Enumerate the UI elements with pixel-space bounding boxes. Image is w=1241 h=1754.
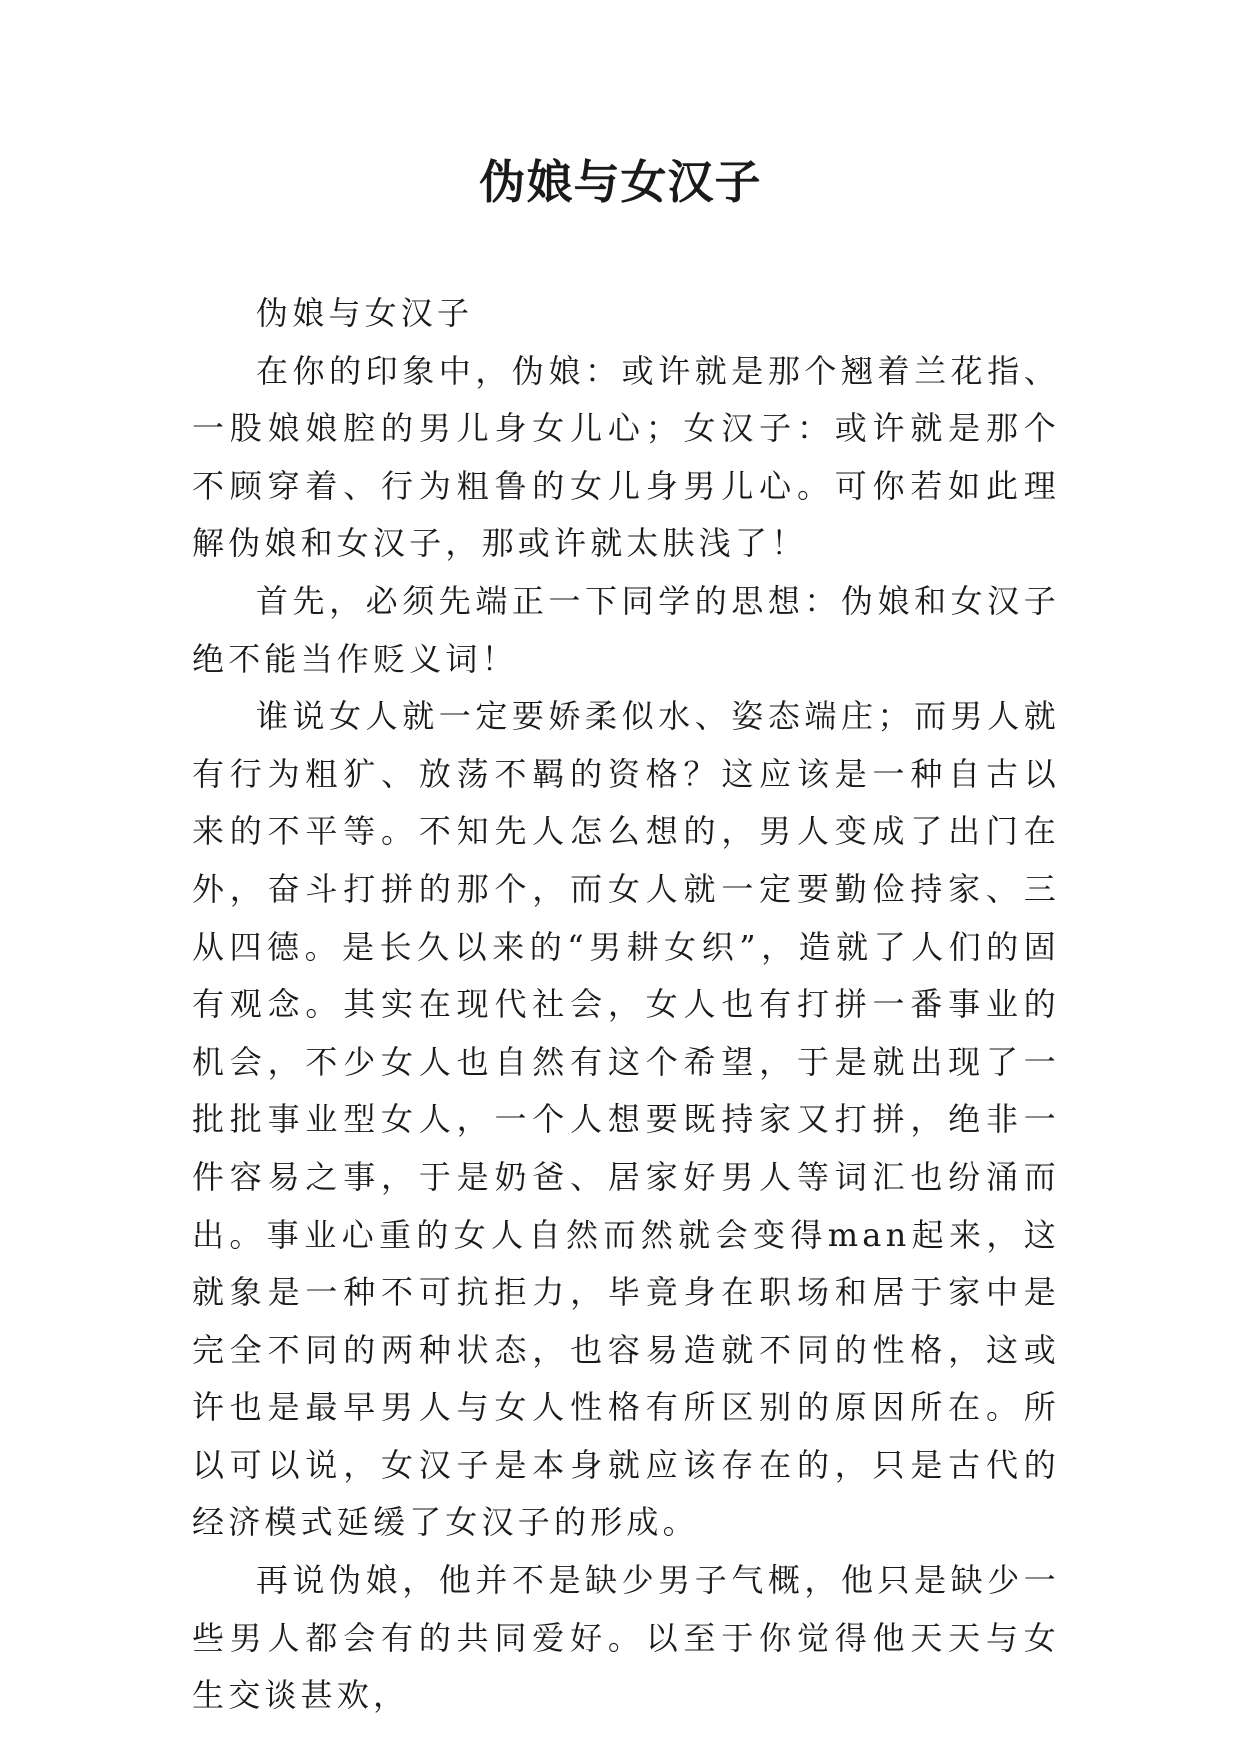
document-body [192, 285, 1060, 1725]
paragraph: 首先，必须先端正一下同学的思想：伪娘和女汉子绝不能当作贬义词！ [192, 581, 1060, 678]
paragraph: 再说伪娘，他并不是缺少男子气概，他只是缺少一些男人都会有的共同爱好。以至于你觉得他天天与女生交谈甚欢， [192, 1561, 1060, 1715]
document-title: 伪娘与女汉子 [479, 155, 762, 209]
paragraph-subtitle: 伪娘与女汉子 [256, 294, 474, 332]
paragraph: 谁说女人就一定要娇柔似水、姿态端庄；而男人就有行为粗犷、放荡不羁的资格？这应该是一种自古以来的不平等。不知先人怎么想的，男人变成了出门在外，奋斗打拼的那个，而女人就一定要勤俭持家、三从四德。是长久以来的“男耕女织”，造就了人们的固有观念。其实在现代社会，女人也有打拼一番事业的机会，不少女人也自然有这个希望，于是就出现了一批批事业型女人，一个人想要既持家又打拼，绝非一件容易之事，于是奶爸、居家好男人等词汇也纷涌而出。事业心重的女人自然而然就会变得man起来，这就象是一种不可抗拒力，毕竟身在职场和居于家中是完全不同的两种状态，也容易造就不同的性格，这或许也是最早男人与女人性格有所区别的原因所在。所以可以说，女汉子是本身就应该存在的，只是古代的经济模式延缓了女汉子的形成。 [192, 697, 1060, 1542]
paragraph: 在你的印象中，伪娘：或许就是那个翘着兰花指、一股娘娘腔的男儿身女儿心；女汉子：或许就是那个不顾穿着、行为粗鲁的女儿身男儿心。可你若如此理解伪娘和女汉子，那或许就太肤浅了！ [192, 351, 1060, 563]
